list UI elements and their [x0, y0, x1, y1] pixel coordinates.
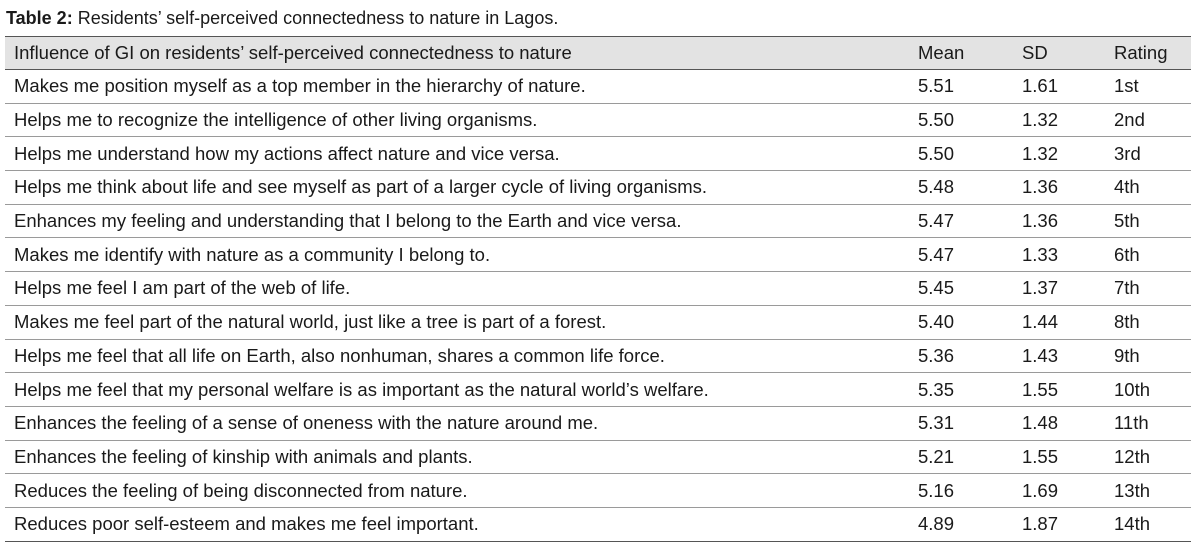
cell-sd: 1.55: [1010, 440, 1105, 474]
cell-sd: 1.37: [1010, 272, 1105, 306]
cell-rating: 6th: [1105, 238, 1191, 272]
cell-influence: Enhances my feeling and understanding that I belong to the Earth and vice versa.: [5, 204, 906, 238]
cell-mean: 5.48: [906, 171, 1010, 205]
table-row: [5, 238, 1191, 272]
cell-influence: Helps me feel I am part of the web of life.: [5, 272, 906, 306]
connectedness-table: [5, 36, 1191, 542]
cell-influence: Makes me identify with nature as a community I belong to.: [5, 238, 906, 272]
cell-sd: 1.61: [1010, 70, 1105, 104]
cell-rating: 8th: [1105, 305, 1191, 339]
cell-sd: 1.36: [1010, 171, 1105, 205]
cell-sd: 1.44: [1010, 305, 1105, 339]
table-row: [5, 204, 1191, 238]
table-row: [5, 406, 1191, 440]
cell-mean: 5.51: [906, 70, 1010, 104]
cell-rating: 3rd: [1105, 137, 1191, 171]
cell-influence: Helps me feel that my personal welfare is as important as the natural world’s welfare.: [5, 373, 906, 407]
cell-mean: 5.47: [906, 238, 1010, 272]
cell-rating: 4th: [1105, 171, 1191, 205]
cell-sd: 1.69: [1010, 474, 1105, 508]
cell-influence: Makes me feel part of the natural world, just like a tree is part of a forest.: [5, 305, 906, 339]
cell-rating: 7th: [1105, 272, 1191, 306]
table-row: [5, 305, 1191, 339]
table-row: [5, 70, 1191, 104]
cell-sd: 1.87: [1010, 507, 1105, 541]
cell-influence: Helps me think about life and see myself as part of a larger cycle of living organisms.: [5, 171, 906, 205]
table-row: [5, 272, 1191, 306]
table-row: [5, 171, 1191, 205]
cell-mean: 5.40: [906, 305, 1010, 339]
cell-influence: Enhances the feeling of kinship with animals and plants.: [5, 440, 906, 474]
cell-mean: 5.50: [906, 103, 1010, 137]
cell-influence: Helps me to recognize the intelligence of other living organisms.: [5, 103, 906, 137]
cell-rating: 1st: [1105, 70, 1191, 104]
cell-rating: 12th: [1105, 440, 1191, 474]
table-row: [5, 137, 1191, 171]
cell-influence: Reduces poor self-esteem and makes me feel important.: [5, 507, 906, 541]
table-row: [5, 103, 1191, 137]
header-rating: Rating: [1105, 37, 1191, 70]
cell-mean: 5.36: [906, 339, 1010, 373]
table-row: [5, 440, 1191, 474]
cell-rating: 2nd: [1105, 103, 1191, 137]
cell-mean: 4.89: [906, 507, 1010, 541]
table-body: [5, 70, 1191, 542]
cell-rating: 13th: [1105, 474, 1191, 508]
cell-mean: 5.21: [906, 440, 1010, 474]
cell-influence: Makes me position myself as a top member in the hierarchy of nature.: [5, 70, 906, 104]
cell-sd: 1.32: [1010, 137, 1105, 171]
cell-rating: 10th: [1105, 373, 1191, 407]
cell-rating: 5th: [1105, 204, 1191, 238]
table-row: [5, 373, 1191, 407]
cell-mean: 5.16: [906, 474, 1010, 508]
cell-influence: Helps me feel that all life on Earth, also nonhuman, shares a common life force.: [5, 339, 906, 373]
cell-sd: 1.33: [1010, 238, 1105, 272]
header-sd: SD: [1010, 37, 1105, 70]
cell-influence: Enhances the feeling of a sense of oneness with the nature around me.: [5, 406, 906, 440]
cell-sd: 1.32: [1010, 103, 1105, 137]
cell-influence: Reduces the feeling of being disconnected from nature.: [5, 474, 906, 508]
table-row: [5, 507, 1191, 541]
table-header-row: [5, 37, 1191, 70]
table-row: [5, 474, 1191, 508]
cell-sd: 1.48: [1010, 406, 1105, 440]
header-mean: Mean: [906, 37, 1010, 70]
cell-mean: 5.35: [906, 373, 1010, 407]
cell-sd: 1.43: [1010, 339, 1105, 373]
cell-influence: Helps me understand how my actions affect nature and vice versa.: [5, 137, 906, 171]
table-row: [5, 339, 1191, 373]
cell-mean: 5.31: [906, 406, 1010, 440]
cell-rating: 9th: [1105, 339, 1191, 373]
cell-rating: 14th: [1105, 507, 1191, 541]
cell-mean: 5.45: [906, 272, 1010, 306]
cell-mean: 5.47: [906, 204, 1010, 238]
cell-sd: 1.36: [1010, 204, 1105, 238]
cell-mean: 5.50: [906, 137, 1010, 171]
header-influence: Influence of GI on residents’ self-perceived connectedness to nature: [5, 37, 906, 70]
caption-text: Residents’ self-perceived connectedness to nature in Lagos.: [77, 8, 559, 28]
table-caption: [6, 6, 558, 30]
cell-sd: 1.55: [1010, 373, 1105, 407]
caption-label: Table 2:: [6, 8, 73, 28]
cell-rating: 11th: [1105, 406, 1191, 440]
